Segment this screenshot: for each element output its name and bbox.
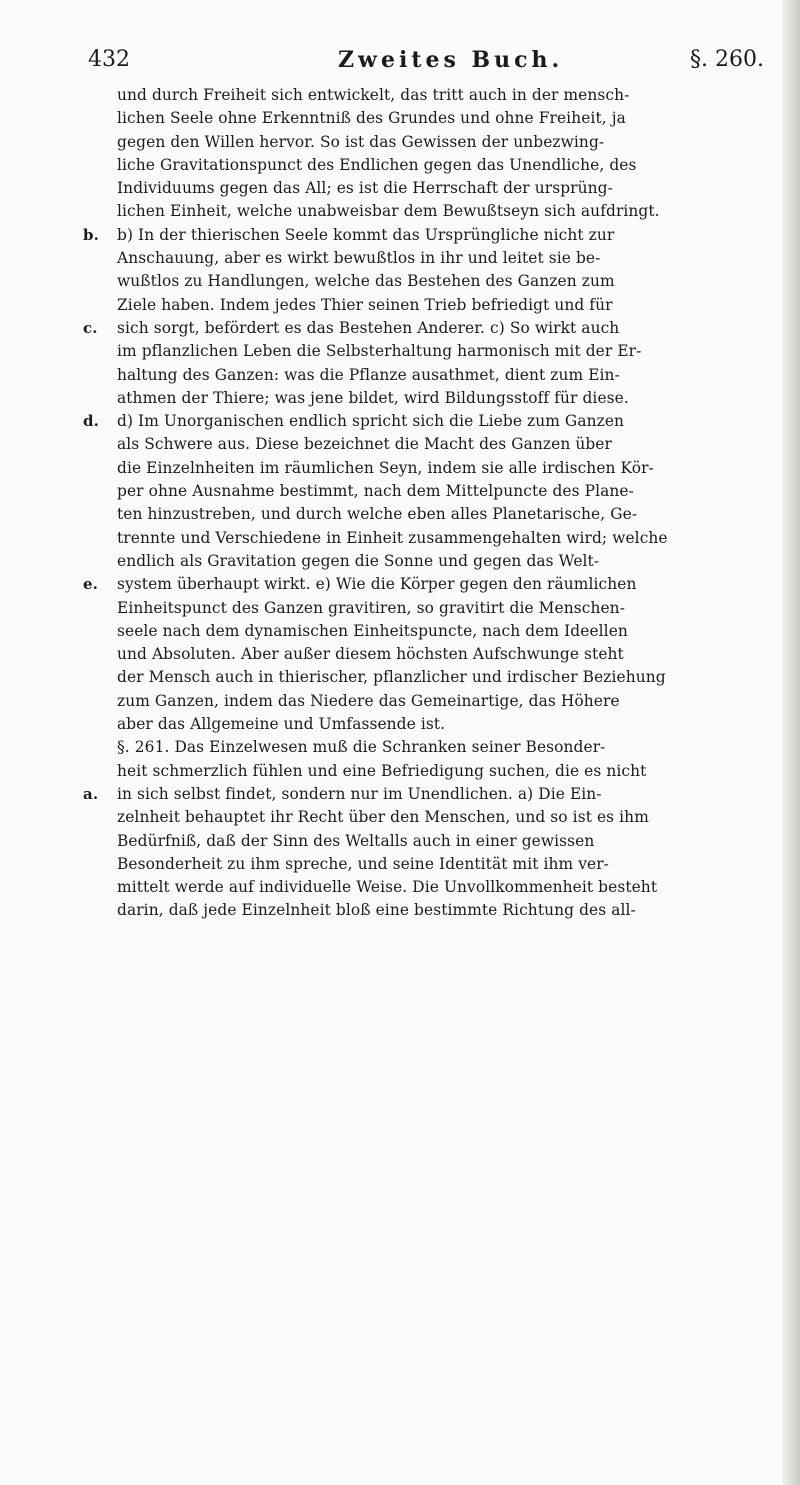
text-line bbox=[83, 783, 767, 806]
line-text: mittelt werde auf individuelle Weise. Die Unvollkommenheit besteht bbox=[117, 878, 658, 897]
line-text: athmen der Thiere; was jene bildet, wird Bildungsstoff für diese. bbox=[117, 388, 629, 407]
running-title: Zweites Buch. bbox=[338, 47, 564, 73]
line-text: Ziele haben. Indem jedes Thier seinen Trieb befriedigt und für bbox=[117, 295, 613, 314]
line-text: als Schwere aus. Diese bezeichnet die Macht des Ganzen über bbox=[117, 435, 612, 454]
line-text: Besonderheit zu ihm spreche, und seine Identität mit ihm ver- bbox=[117, 854, 609, 873]
text-line bbox=[117, 270, 767, 293]
body-text bbox=[83, 84, 767, 923]
line-text: d) Im Unorganischen endlich spricht sich die Liebe zum Ganzen bbox=[117, 412, 625, 431]
text-line bbox=[117, 620, 767, 643]
line-text: und durch Freiheit sich entwickelt, das tritt auch in der mensch- bbox=[117, 86, 630, 104]
line-text: endlich als Gravitation gegen die Sonne und gegen das Welt- bbox=[117, 551, 600, 570]
text-line bbox=[117, 760, 767, 783]
text-line bbox=[117, 830, 767, 853]
line-text: haltung des Ganzen: was die Pflanze ausathmet, dient zum Ein- bbox=[117, 365, 620, 384]
text-line bbox=[117, 107, 767, 130]
text-line bbox=[117, 84, 767, 107]
text-line bbox=[83, 224, 767, 247]
line-text: lichen Seele ohne Erkenntniß des Grundes und ohne Freiheit, ja bbox=[117, 109, 626, 128]
text-line bbox=[117, 806, 767, 829]
text-line bbox=[117, 294, 767, 317]
line-text: der Mensch auch in thierischer, pflanzlicher und irdischer Beziehung bbox=[117, 668, 666, 687]
line-text: Anschauung, aber es wirkt bewußtlos in ihr und leitet sie be- bbox=[117, 249, 601, 268]
line-text: zelnheit behauptet ihr Recht über den Menschen, und so ist es ihm bbox=[117, 808, 649, 827]
line-text: heit schmerzlich fühlen und eine Befriedigung suchen, die es nicht bbox=[117, 761, 647, 780]
margin-marker: b. bbox=[83, 225, 99, 244]
text-line bbox=[117, 853, 767, 876]
text-line bbox=[117, 690, 767, 713]
line-text: die Einzelnheiten im räumlichen Seyn, indem sie alle irdischen Kör- bbox=[117, 458, 654, 477]
line-text: in sich selbst findet, sondern nur im Unendlichen. a) Die Ein- bbox=[117, 784, 602, 803]
margin-marker: a. bbox=[83, 784, 99, 803]
text-line bbox=[117, 643, 767, 666]
text-line bbox=[117, 247, 767, 270]
text-line bbox=[117, 177, 767, 200]
text-line bbox=[117, 340, 767, 363]
line-text: aber das Allgemeine und Umfassende ist. bbox=[117, 715, 446, 734]
line-text: gegen den Willen hervor. So ist das Gewissen der unbezwing- bbox=[117, 132, 605, 151]
page-edge bbox=[782, 0, 800, 1485]
text-line bbox=[117, 154, 767, 177]
text-line bbox=[117, 597, 767, 620]
line-text: seele nach dem dynamischen Einheitspuncte, nach dem Ideellen bbox=[117, 621, 628, 640]
line-text: Bedürfniß, daß der Sinn des Weltalls auch in einer gewissen bbox=[117, 831, 595, 850]
section-reference: §. 260. bbox=[690, 47, 764, 72]
line-text: b) In der thierischen Seele kommt das Ursprüngliche nicht zur bbox=[117, 225, 615, 244]
margin-marker: d. bbox=[83, 412, 99, 431]
text-line bbox=[117, 457, 767, 480]
text-line bbox=[117, 527, 767, 550]
text-line bbox=[117, 550, 767, 573]
line-text: system überhaupt wirkt. e) Wie die Körper gegen den räumlichen bbox=[117, 575, 637, 594]
text-line bbox=[83, 317, 767, 340]
line-text: §. 261. Das Einzelwesen muß die Schranken seiner Besonder- bbox=[117, 738, 606, 757]
line-text: sich sorgt, befördert es das Bestehen Anderer. c) So wirkt auch bbox=[117, 318, 620, 337]
line-text: wußtlos zu Handlungen, welche das Bestehen des Ganzen zum bbox=[117, 272, 615, 291]
line-text: ten hinzustreben, und durch welche eben alles Planetarische, Ge- bbox=[117, 505, 638, 524]
text-line bbox=[117, 131, 767, 154]
text-line bbox=[117, 480, 767, 503]
page-number: 432 bbox=[88, 47, 130, 72]
line-text: per ohne Ausnahme bestimmt, nach dem Mittelpuncte des Plane- bbox=[117, 482, 634, 501]
line-text: und Absoluten. Aber außer diesem höchsten Aufschwunge steht bbox=[117, 645, 624, 664]
page-header bbox=[88, 47, 764, 81]
text-line bbox=[117, 503, 767, 526]
text-line bbox=[117, 899, 767, 922]
line-text: lichen Einheit, welche unabweisbar dem Bewußtseyn sich aufdringt. bbox=[117, 202, 660, 221]
text-line bbox=[117, 876, 767, 899]
line-text: zum Ganzen, indem das Niedere das Gemeinartige, das Höhere bbox=[117, 691, 620, 710]
margin-marker: c. bbox=[83, 318, 98, 337]
line-text: darin, daß jede Einzelnheit bloß eine bestimmte Richtung des all- bbox=[117, 901, 636, 920]
margin-marker: e. bbox=[83, 575, 98, 594]
line-text: im pflanzlichen Leben die Selbsterhaltung harmonisch mit der Er- bbox=[117, 342, 642, 361]
line-text: Individuums gegen das All; es ist die Herrschaft der ursprüng- bbox=[117, 179, 613, 198]
text-line bbox=[117, 364, 767, 387]
text-line bbox=[117, 433, 767, 456]
text-line bbox=[83, 410, 767, 433]
text-line bbox=[117, 200, 767, 223]
line-text: Einheitspunct des Ganzen gravitiren, so gravitirt die Menschen- bbox=[117, 598, 625, 617]
line-text: trennte und Verschiedene in Einheit zusammengehalten wird; welche bbox=[117, 528, 668, 547]
text-line bbox=[117, 387, 767, 410]
text-line bbox=[117, 666, 767, 689]
text-line bbox=[117, 713, 767, 736]
line-text: liche Gravitationspunct des Endlichen gegen das Unendliche, des bbox=[117, 155, 637, 174]
text-line bbox=[117, 736, 767, 759]
text-line bbox=[83, 573, 767, 596]
